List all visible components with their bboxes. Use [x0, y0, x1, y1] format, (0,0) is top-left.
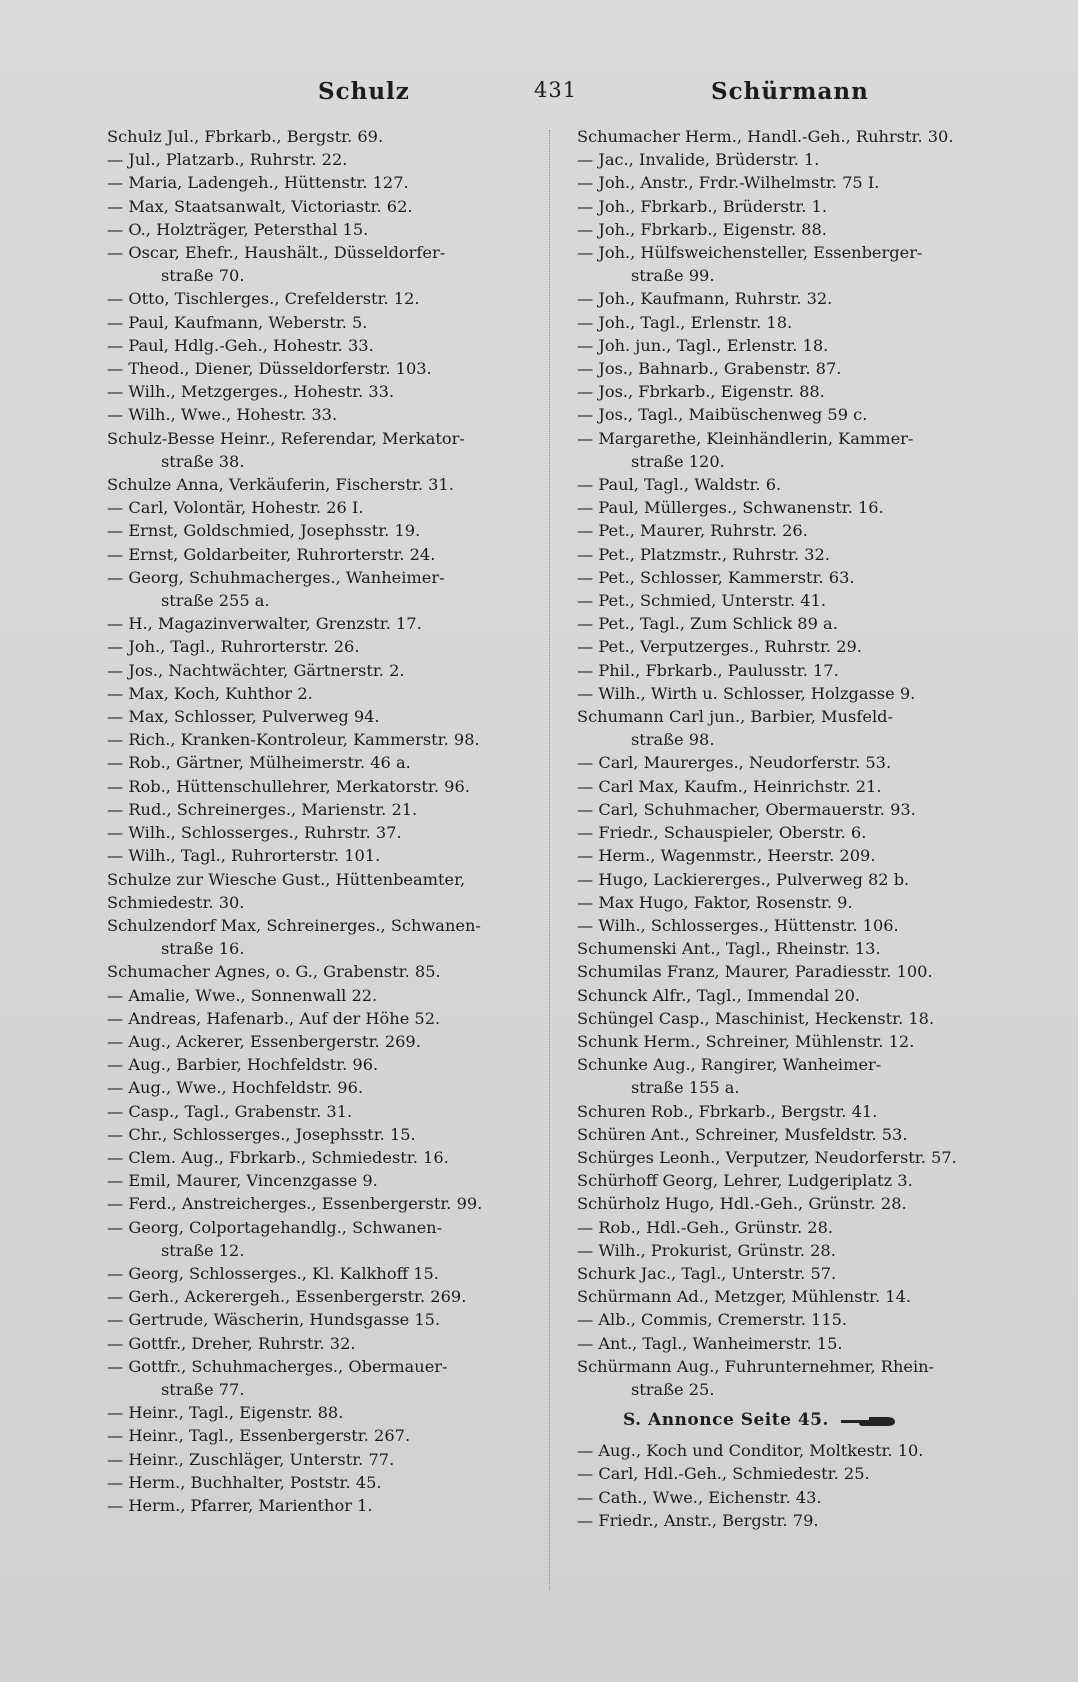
- directory-entry: — H., Magazinverwalter, Grenzstr. 17.: [107, 614, 422, 634]
- directory-entry: — Carl, Maurerges., Neudorferstr. 53.: [577, 753, 892, 773]
- directory-entry: — Gerh., Ackerergeh., Essenbergerstr. 269.: [107, 1287, 467, 1307]
- directory-entry: — Joh., Fbrkarb., Brüderstr. 1.: [577, 196, 828, 216]
- entry-continuation: straße 99.: [631, 266, 715, 286]
- directory-entry: Schunke Aug., Rangirer, Wanheimer-: [577, 1055, 882, 1075]
- directory-entry: — Andreas, Hafenarb., Auf der Höhe 52.: [107, 1008, 441, 1028]
- directory-entry: — Joh., Fbrkarb., Eigenstr. 88.: [577, 219, 827, 239]
- directory-entry: — Joh., Kaufmann, Ruhrstr. 32.: [577, 289, 833, 309]
- directory-entry: — Wilh., Schlosserges., Ruhrstr. 37.: [107, 823, 402, 843]
- directory-entry: — Rob., Gärtner, Mülheimerstr. 46 a.: [107, 753, 411, 773]
- directory-entry: — Carl, Hdl.-Geh., Schmiedestr. 25.: [577, 1464, 870, 1484]
- directory-entry: — Pet., Verputzerges., Ruhrstr. 29.: [577, 637, 862, 657]
- entry-continuation: straße 70.: [161, 266, 245, 286]
- entry-continuation: straße 25.: [631, 1379, 715, 1399]
- directory-entry: — Joh., Tagl., Ruhrorterstr. 26.: [107, 637, 360, 657]
- directory-entry: — Pet., Maurer, Ruhrstr. 26.: [577, 521, 808, 541]
- directory-entry: — Otto, Tischlerges., Crefelderstr. 12.: [107, 289, 420, 309]
- directory-entry: Schürholz Hugo, Hdl.-Geh., Grünstr. 28.: [577, 1194, 907, 1214]
- directory-entry: — Gertrude, Wäscherin, Hundsgasse 15.: [107, 1310, 441, 1330]
- directory-entry: — Wilh., Wirth u. Schlosser, Holzgasse 9.: [577, 683, 916, 703]
- directory-entry: — Emil, Maurer, Vincenzgasse 9.: [107, 1171, 378, 1191]
- directory-entry: — Wilh., Wwe., Hohestr. 33.: [107, 405, 338, 425]
- directory-entry: — Carl, Volontär, Hohestr. 26 I.: [107, 498, 364, 518]
- directory-entry: Schulz-Besse Heinr., Referendar, Merkator-: [107, 428, 465, 448]
- entry-continuation: straße 12.: [161, 1240, 245, 1260]
- directory-entry: — Jul., Platzarb., Ruhrstr. 22.: [107, 150, 348, 170]
- directory-entry: — Heinr., Tagl., Eigenstr. 88.: [107, 1403, 344, 1423]
- directory-entry: Schüngel Casp., Maschinist, Heckenstr. 18.: [577, 1008, 935, 1028]
- directory-entry: — Margarethe, Kleinhändlerin, Kammer-: [577, 428, 914, 448]
- directory-entry: — Georg, Schlosserges., Kl. Kalkhoff 15.: [107, 1263, 439, 1283]
- entry-continuation: straße 155 a.: [631, 1078, 740, 1098]
- left-column: [107, 125, 532, 1517]
- directory-entry: — Georg, Schuhmacherges., Wanheimer-: [107, 567, 445, 587]
- directory-entry: — Ant., Tagl., Wanheimerstr. 15.: [577, 1333, 843, 1353]
- directory-entry: — Casp., Tagl., Grabenstr. 31.: [107, 1101, 353, 1121]
- directory-entry: — Pet., Schlosser, Kammerstr. 63.: [577, 567, 855, 587]
- directory-entry: — Rud., Schreinerges., Marienstr. 21.: [107, 799, 418, 819]
- directory-entry: Schürmann Ad., Metzger, Mühlenstr. 14.: [577, 1287, 912, 1307]
- directory-entry: — Max, Koch, Kuhthor 2.: [107, 683, 313, 703]
- directory-entry: — Wilh., Schlosserges., Hüttenstr. 106.: [577, 915, 899, 935]
- directory-entry: — Jac., Invalide, Brüderstr. 1.: [577, 150, 820, 170]
- directory-entry: — Wilh., Prokurist, Grünstr. 28.: [577, 1240, 836, 1260]
- directory-entry: Schumacher Agnes, o. G., Grabenstr. 85.: [107, 962, 441, 982]
- directory-entry: — Paul, Müllerges., Schwanenstr. 16.: [577, 498, 884, 518]
- directory-entry: — Herm., Buchhalter, Poststr. 45.: [107, 1472, 382, 1492]
- directory-entry: — Pet., Tagl., Zum Schlick 89 a.: [577, 614, 838, 634]
- directory-entry: — Georg, Colportagehandlg., Schwanen-: [107, 1217, 443, 1237]
- directory-entry: — Wilh., Tagl., Ruhrorterstr. 101.: [107, 846, 381, 866]
- directory-entry: — Jos., Bahnarb., Grabenstr. 87.: [577, 359, 842, 379]
- directory-entry: Schmiedestr. 30.: [107, 892, 245, 912]
- directory-entry: — Max Hugo, Faktor, Rosenstr. 9.: [577, 892, 853, 912]
- entry-continuation: straße 38.: [161, 451, 245, 471]
- directory-entry: Schulzendorf Max, Schreinerges., Schwanen-: [107, 915, 481, 935]
- directory-entry: — Joh. jun., Tagl., Erlenstr. 18.: [577, 335, 829, 355]
- directory-entry: — Paul, Kaufmann, Weberstr. 5.: [107, 312, 368, 332]
- directory-entry: — Paul, Tagl., Waldstr. 6.: [577, 475, 782, 495]
- directory-entry: — Herm., Wagenmstr., Heerstr. 209.: [577, 846, 876, 866]
- directory-entry: — Rob., Hüttenschullehrer, Merkatorstr. 96.: [107, 776, 470, 796]
- directory-entry: — Herm., Pfarrer, Marienthor 1.: [107, 1495, 373, 1515]
- directory-entry: Schürhoff Georg, Lehrer, Ludgeriplatz 3.: [577, 1171, 913, 1191]
- directory-entry: — Oscar, Ehefr., Haushält., Düsseldorfer-: [107, 243, 446, 263]
- directory-entry: — Gottfr., Dreher, Ruhrstr. 32.: [107, 1333, 356, 1353]
- directory-entry: — Wilh., Metzgerges., Hohestr. 33.: [107, 382, 395, 402]
- directory-entry: — Alb., Commis, Cremerstr. 115.: [577, 1310, 848, 1330]
- directory-entry: Schürges Leonh., Verputzer, Neudorferstr. 57.: [577, 1147, 957, 1167]
- directory-entry: Schüren Ant., Schreiner, Musfeldstr. 53.: [577, 1124, 908, 1144]
- directory-entry: — Friedr., Anstr., Bergstr. 79.: [577, 1510, 819, 1530]
- directory-entry: Schumenski Ant., Tagl., Rheinstr. 13.: [577, 939, 881, 959]
- directory-entry: — Aug., Wwe., Hochfeldstr. 96.: [107, 1078, 364, 1098]
- directory-entry: — Aug., Ackerer, Essenbergerstr. 269.: [107, 1031, 421, 1051]
- running-head-left: Schulz: [318, 78, 410, 105]
- directory-entry: — Ernst, Goldschmied, Josephsstr. 19.: [107, 521, 421, 541]
- directory-entry: — Aug., Barbier, Hochfeldstr. 96.: [107, 1055, 379, 1075]
- pointing-hand-icon: [839, 1414, 897, 1428]
- directory-entry: — Phil., Fbrkarb., Paulusstr. 17.: [577, 660, 839, 680]
- directory-entry: — Maria, Ladengeh., Hüttenstr. 127.: [107, 173, 409, 193]
- annonce-reference: [577, 1401, 1002, 1439]
- directory-entry: Schürmann Aug., Fuhrunternehmer, Rhein-: [577, 1356, 935, 1376]
- entry-continuation: straße 120.: [631, 451, 725, 471]
- directory-entry: Schulze Anna, Verkäuferin, Fischerstr. 31.: [107, 475, 454, 495]
- directory-entry: Schulze zur Wiesche Gust., Hüttenbeamter,: [107, 869, 466, 889]
- directory-entry: Schunck Alfr., Tagl., Immendal 20.: [577, 985, 861, 1005]
- directory-entry: Schumacher Herm., Handl.-Geh., Ruhrstr. 30.: [577, 127, 954, 146]
- directory-entry: Schuren Rob., Fbrkarb., Bergstr. 41.: [577, 1101, 878, 1121]
- directory-entry: — Hugo, Lackiererges., Pulverweg 82 b.: [577, 869, 910, 889]
- directory-entry: — Aug., Koch und Conditor, Moltkestr. 10.: [577, 1441, 924, 1461]
- directory-entry: — Cath., Wwe., Eichenstr. 43.: [577, 1487, 822, 1507]
- annonce-reference-text: S. Annonce Seite 45.: [623, 1410, 829, 1431]
- directory-entry: — Jos., Tagl., Maibüschenweg 59 c.: [577, 405, 868, 425]
- directory-entry: Schulz Jul., Fbrkarb., Bergstr. 69.: [107, 127, 384, 146]
- entry-continuation: straße 98.: [631, 730, 715, 750]
- directory-entry: — Clem. Aug., Fbrkarb., Schmiedestr. 16.: [107, 1147, 449, 1167]
- entry-continuation: straße 77.: [161, 1379, 245, 1399]
- directory-entry: Schunk Herm., Schreiner, Mühlenstr. 12.: [577, 1031, 915, 1051]
- entry-continuation: straße 255 a.: [161, 591, 270, 611]
- directory-entry: — Joh., Hülfsweichensteller, Essenberger-: [577, 243, 923, 263]
- directory-entry: — Paul, Hdlg.-Geh., Hohestr. 33.: [107, 335, 374, 355]
- directory-entry: — Ferd., Anstreicherges., Essenbergerstr. 99.: [107, 1194, 483, 1214]
- directory-entry: — Ernst, Goldarbeiter, Ruhrorterstr. 24.: [107, 544, 436, 564]
- directory-entry: Schumann Carl jun., Barbier, Musfeld-: [577, 707, 893, 727]
- entry-continuation: straße 16.: [161, 939, 245, 959]
- directory-entry: — Gottfr., Schuhmacherges., Obermauer-: [107, 1356, 448, 1376]
- directory-entry: — Jos., Fbrkarb., Eigenstr. 88.: [577, 382, 825, 402]
- directory-entry: — Heinr., Tagl., Essenbergerstr. 267.: [107, 1426, 411, 1446]
- column-divider: [549, 130, 550, 1590]
- directory-entry: Schurk Jac., Tagl., Unterstr. 57.: [577, 1263, 837, 1283]
- directory-entry: — Friedr., Schauspieler, Oberstr. 6.: [577, 823, 867, 843]
- directory-entry: — Pet., Platzmstr., Ruhrstr. 32.: [577, 544, 830, 564]
- directory-entry: — Chr., Schlosserges., Josephsstr. 15.: [107, 1124, 416, 1144]
- directory-entry: — Carl Max, Kaufm., Heinrichstr. 21.: [577, 776, 882, 796]
- directory-entry: Schumilas Franz, Maurer, Paradiesstr. 100.: [577, 962, 933, 982]
- directory-entry: — Max, Schlosser, Pulverweg 94.: [107, 707, 380, 727]
- right-column: [577, 125, 1002, 1532]
- directory-entry: — Jos., Nachtwächter, Gärtnerstr. 2.: [107, 660, 405, 680]
- directory-entry: — Amalie, Wwe., Sonnenwall 22.: [107, 985, 378, 1005]
- directory-entry: — Heinr., Zuschläger, Unterstr. 77.: [107, 1449, 395, 1469]
- directory-entry: — Max, Staatsanwalt, Victoriastr. 62.: [107, 196, 413, 216]
- directory-entry: — Pet., Schmied, Unterstr. 41.: [577, 591, 827, 611]
- directory-entry: — Theod., Diener, Düsseldorferstr. 103.: [107, 359, 432, 379]
- directory-entry: — Joh., Anstr., Frdr.-Wilhelmstr. 75 I.: [577, 173, 880, 193]
- page-number: 431: [534, 78, 578, 102]
- directory-entry: — Carl, Schuhmacher, Obermauerstr. 93.: [577, 799, 916, 819]
- running-head-right: Schürmann: [711, 78, 869, 105]
- directory-entry: — O., Holzträger, Petersthal 15.: [107, 219, 369, 239]
- directory-entry: — Rob., Hdl.-Geh., Grünstr. 28.: [577, 1217, 834, 1237]
- directory-entry: — Joh., Tagl., Erlenstr. 18.: [577, 312, 793, 332]
- directory-entry: — Rich., Kranken-Kontroleur, Kammerstr. 98.: [107, 730, 480, 750]
